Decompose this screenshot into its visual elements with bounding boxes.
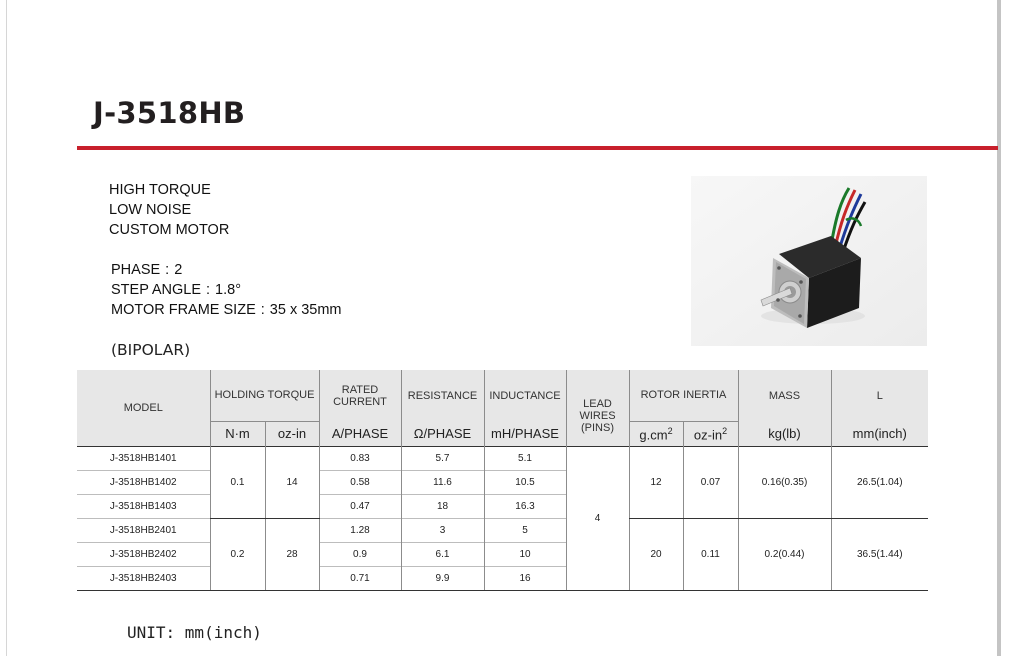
cell-model: J-3518HB2402 bbox=[77, 543, 210, 567]
feature-item: HIGH TORQUE bbox=[109, 182, 211, 198]
cell-length: 26.5(1.04) bbox=[831, 447, 928, 519]
unit-note: UNIT: mm(inch) bbox=[127, 623, 262, 642]
cell-resistance: 3 bbox=[401, 519, 484, 543]
unit-ohm-phase: Ω/PHASE bbox=[401, 421, 484, 446]
unit-ozin2: $oz-in^2$ bbox=[683, 421, 738, 446]
cell-current: 1.28 bbox=[319, 519, 401, 543]
cell-current: 0.9 bbox=[319, 543, 401, 567]
cell-mass: 0.2(0.44) bbox=[738, 519, 831, 591]
cell-inductance: 10 bbox=[484, 543, 566, 567]
page-scrollbar-edge bbox=[997, 0, 1001, 656]
cell-inertia-ozin: 0.11 bbox=[683, 519, 738, 591]
motor-photo bbox=[691, 176, 927, 346]
col-resistance: RESISTANCE bbox=[401, 370, 484, 421]
title-divider bbox=[77, 146, 998, 150]
feature-item: CUSTOM MOTOR bbox=[109, 222, 230, 238]
cell-torque-nm: 0.2 bbox=[210, 519, 265, 591]
cell-resistance: 11.6 bbox=[401, 471, 484, 495]
spec-frame-size: MOTOR FRAME SIZE : 35 x 35mm bbox=[111, 302, 342, 318]
cell-current: 0.83 bbox=[319, 447, 401, 471]
cell-torque-ozin: 28 bbox=[265, 519, 319, 591]
unit-mh-phase: mH/PHASE bbox=[484, 421, 566, 446]
col-length: L bbox=[831, 370, 928, 421]
col-mass: MASS bbox=[738, 370, 831, 421]
stepper-motor-image bbox=[691, 176, 927, 346]
cell-inertia-gcm: 12 bbox=[629, 447, 683, 519]
page-left-edge bbox=[6, 0, 7, 656]
feature-item: LOW NOISE bbox=[109, 202, 192, 218]
cell-current: 0.47 bbox=[319, 495, 401, 519]
cell-current: 0.58 bbox=[319, 471, 401, 495]
cell-resistance: 18 bbox=[401, 495, 484, 519]
feature-list bbox=[109, 180, 229, 240]
unit-ozin: oz-in bbox=[265, 421, 319, 446]
col-rotor-inertia: ROTOR INERTIA bbox=[629, 370, 738, 421]
cell-torque-nm: 0.1 bbox=[210, 447, 265, 519]
wiring-mode: (BIPOLAR) bbox=[111, 341, 191, 359]
cell-resistance: 6.1 bbox=[401, 543, 484, 567]
unit-a-phase: A/PHASE bbox=[319, 421, 401, 446]
cell-inductance: 5 bbox=[484, 519, 566, 543]
cell-mass: 0.16(0.35) bbox=[738, 447, 831, 519]
cell-inductance: 16 bbox=[484, 567, 566, 591]
spec-step-angle: STEP ANGLE : 1.8° bbox=[111, 282, 241, 298]
cell-model: J-3518HB1402 bbox=[77, 471, 210, 495]
cell-inductance: 16.3 bbox=[484, 495, 566, 519]
cell-inductance: 10.5 bbox=[484, 471, 566, 495]
cell-inertia-gcm: 20 bbox=[629, 519, 683, 591]
unit-gcm2: $g.cm^2$ bbox=[629, 421, 683, 446]
product-title: J-3518HB bbox=[93, 96, 246, 130]
table-row bbox=[77, 447, 928, 471]
col-model: MODEL bbox=[77, 370, 210, 447]
spec-table-container bbox=[77, 370, 928, 591]
cell-model: J-3518HB2403 bbox=[77, 567, 210, 591]
spec-table bbox=[77, 370, 928, 591]
table-row bbox=[77, 519, 928, 543]
col-rated-current: RATED CURRENT bbox=[319, 370, 401, 421]
cell-inductance: 5.1 bbox=[484, 447, 566, 471]
cell-resistance: 9.9 bbox=[401, 567, 484, 591]
cell-torque-ozin: 14 bbox=[265, 447, 319, 519]
col-lead-wires: LEAD WIRES (PINS) bbox=[566, 370, 629, 447]
cell-resistance: 5.7 bbox=[401, 447, 484, 471]
unit-nm: N·m bbox=[210, 421, 265, 446]
cell-model: J-3518HB2401 bbox=[77, 519, 210, 543]
cell-model: J-3518HB1403 bbox=[77, 495, 210, 519]
unit-mm-inch: mm(inch) bbox=[831, 421, 928, 446]
col-inductance: INDUCTANCE bbox=[484, 370, 566, 421]
unit-kg-lb: kg(lb) bbox=[738, 421, 831, 446]
spec-phase: PHASE : 2 bbox=[111, 262, 183, 278]
col-holding-torque: HOLDING TORQUE bbox=[210, 370, 319, 421]
cell-model: J-3518HB1401 bbox=[77, 447, 210, 471]
spec-list bbox=[111, 260, 342, 320]
cell-inertia-ozin: 0.07 bbox=[683, 447, 738, 519]
cell-length: 36.5(1.44) bbox=[831, 519, 928, 591]
cell-lead-wires: 4 bbox=[566, 447, 629, 591]
cell-current: 0.71 bbox=[319, 567, 401, 591]
